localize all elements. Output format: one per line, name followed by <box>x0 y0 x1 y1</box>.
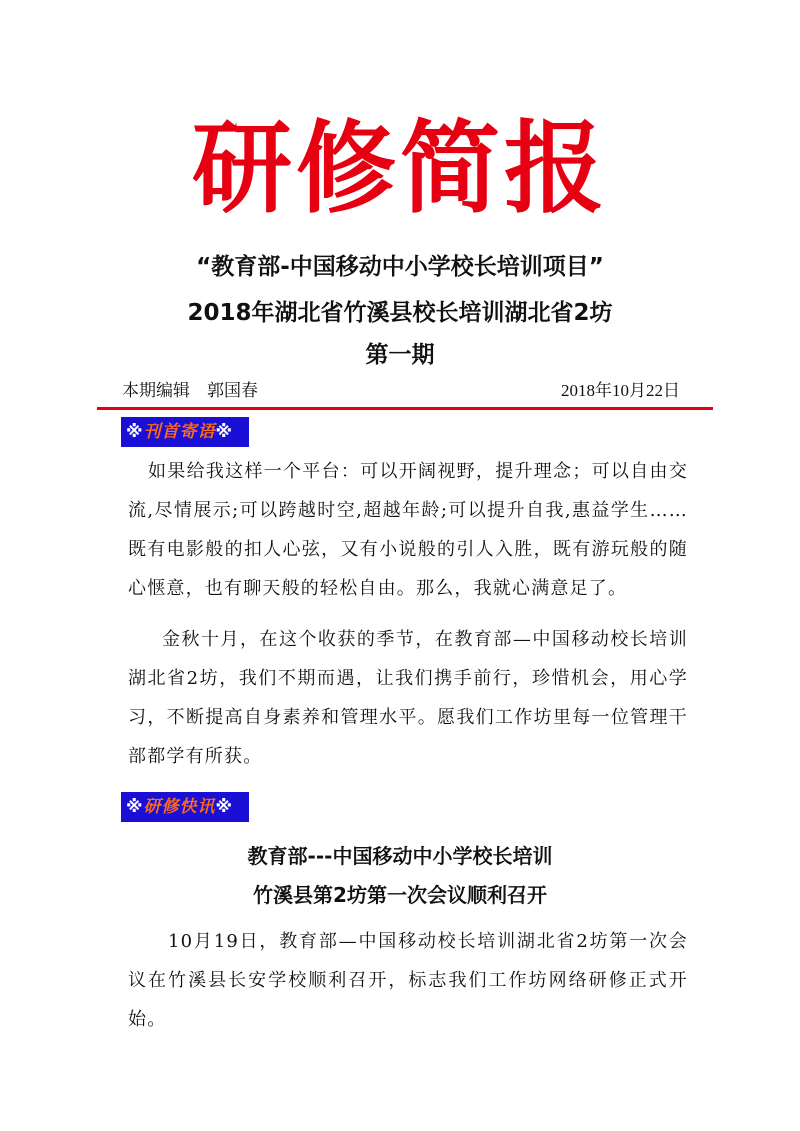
foreword-paragraph-1: 如果给我这样一个平台：可以开阔视野，提升理念；可以自由交流,尽情展示;可以跨越时空,超越年龄;可以提升自我,惠益学生……既有电影般的扣人心弦，又有小说般的引人入胜，既有游玩般的随心惬意，也有聊天般的轻松自由。那么，我就心满意足了。 <box>128 461 688 599</box>
editor-name: 本期编辑 郭国春 <box>122 381 258 400</box>
masthead-title: 研修简报 <box>192 109 608 227</box>
tag-label: 研修快讯 <box>143 797 216 817</box>
issue-date: 2018年10月22日 <box>561 381 680 400</box>
foreword-paragraph-2: 金秋十月，在这个收获的季节，在教育部—中国移动校长培训湖北省2坊，我们不期而遇，让我们携手前行，珍惜机会，用心学习，不断提高自身素养和管理水平。愿我们工作坊里每一位管理干部都学有所获。 <box>128 629 688 767</box>
news-headline-2: 竹溪县第2坊第一次会议顺利召开 <box>253 883 547 907</box>
section-tag-news <box>121 792 249 822</box>
news-headline-1: 教育部---中国移动中小学校长培训 <box>247 844 553 868</box>
tag-mark-right: ※ <box>215 422 234 442</box>
issue-number: 第一期 <box>365 342 435 368</box>
section-tag-foreword <box>121 417 249 447</box>
tag-mark-right: ※ <box>215 797 234 817</box>
header-divider <box>97 407 713 410</box>
tag-mark-left: ※ <box>126 797 144 817</box>
tag-mark-left: ※ <box>126 422 144 442</box>
training-name-line: 2018年湖北省竹溪县校长培训湖北省2坊 <box>187 300 613 326</box>
project-name-line: “教育部-中国移动中小学校长培训项目” <box>196 254 604 280</box>
tag-label: 刊首寄语 <box>143 422 216 442</box>
news-paragraph: 10月19日，教育部—中国移动校长培训湖北省2坊第一次会议在竹溪县长安学校顺利召开，标志我们工作坊网络研修正式开始。 <box>128 931 688 1030</box>
